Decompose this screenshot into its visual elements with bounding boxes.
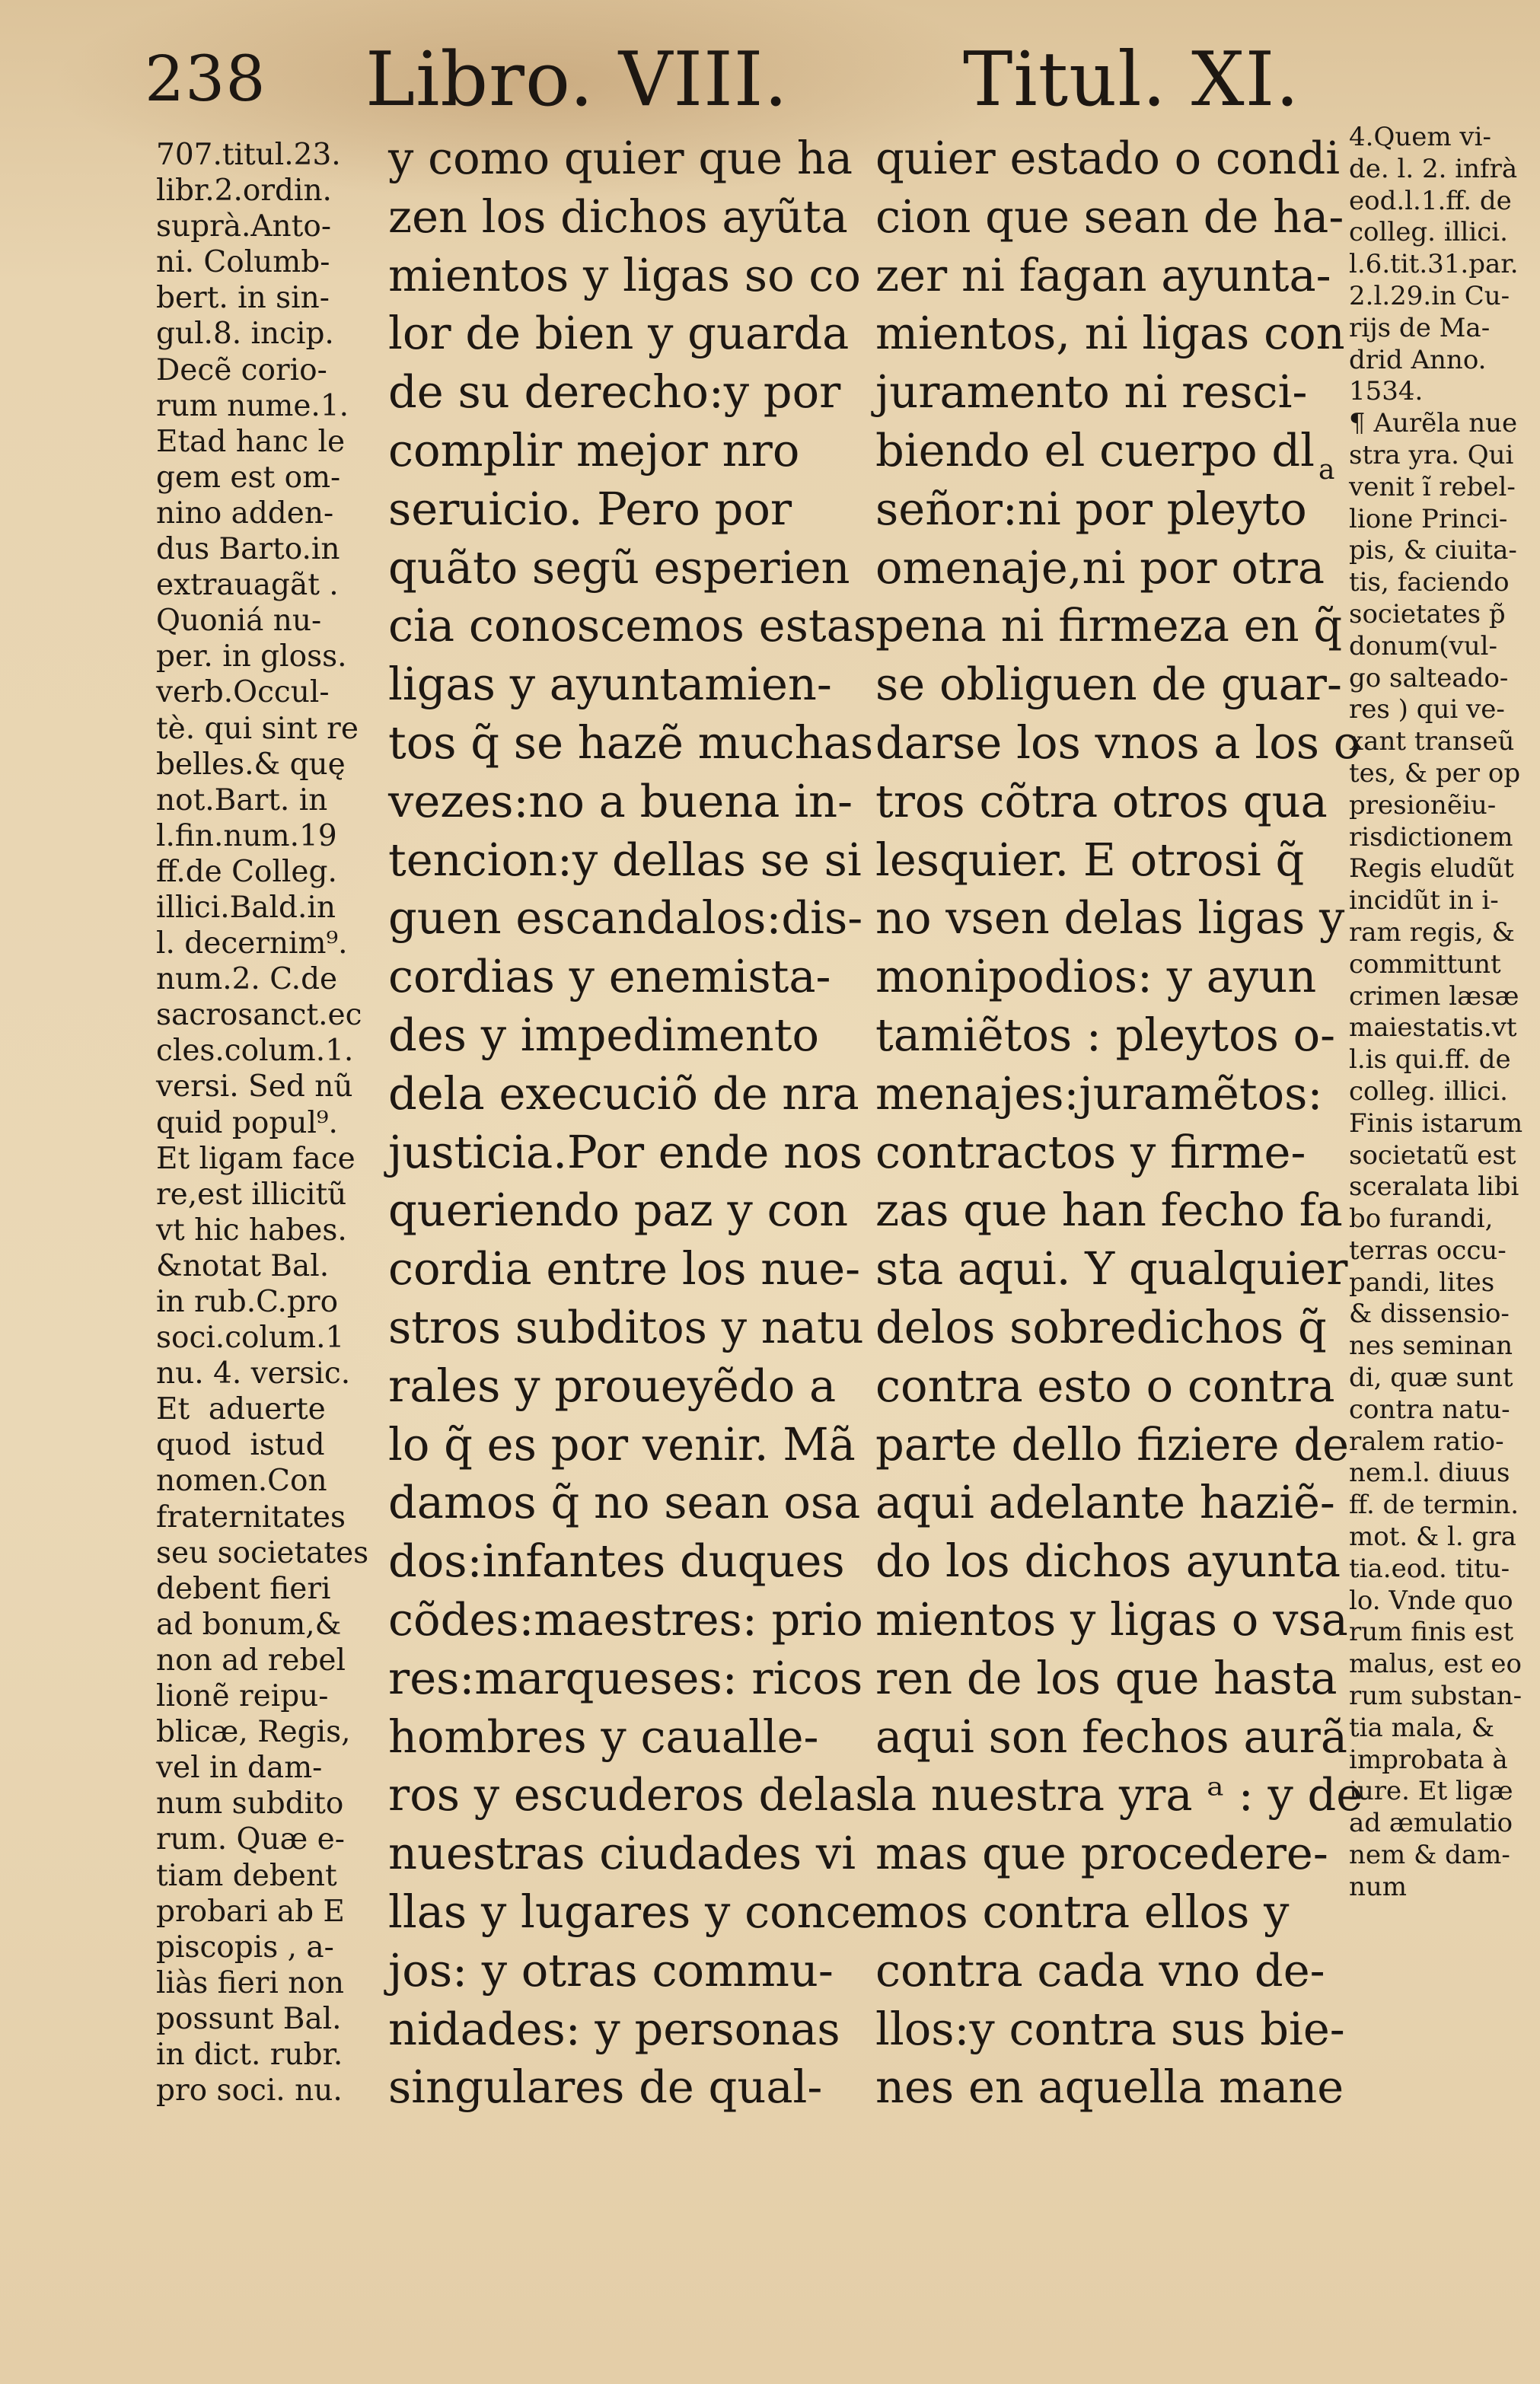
right-margin-line: ¶ Aurẽla nue xyxy=(1349,408,1518,439)
text-line: juramento ni resci- xyxy=(875,365,1308,419)
left-margin-line: versi. Sed nũ xyxy=(156,1069,353,1104)
left-margin-line: Et aduerte xyxy=(156,1392,326,1427)
left-margin-line: Etad hanc le xyxy=(156,424,346,459)
right-margin-line: pis, & ciuita- xyxy=(1349,535,1517,566)
right-margin-line: drid Anno. xyxy=(1349,344,1487,375)
left-margin-line: sacrosanct.ec xyxy=(156,998,362,1033)
left-margin-line: nu. 4. versic. xyxy=(156,1356,351,1391)
left-margin-line: belles.& quę xyxy=(156,747,346,782)
text-line: y como quier que ha xyxy=(388,132,853,184)
text-line: nidades: y personas xyxy=(388,2002,840,2055)
text-line: zas que han fecho fa xyxy=(875,1184,1343,1237)
text-line: mos contra ellos y xyxy=(875,1885,1290,1938)
text-line: aqui son fechos aurã xyxy=(875,1710,1348,1763)
right-margin-line: societates p̃ xyxy=(1349,598,1506,629)
left-margin-line: seu societates xyxy=(156,1535,369,1570)
right-margin-line: lione Princi- xyxy=(1349,503,1508,534)
text-line: sta aqui. Y qualquier xyxy=(875,1242,1348,1296)
text-line: dos:infantes duques xyxy=(388,1535,845,1588)
left-margin-line: libr.2.ordin. xyxy=(156,174,332,209)
left-margin-line: quod istud xyxy=(156,1428,325,1463)
main-text-column-1 xyxy=(388,129,878,2117)
right-margin-line: malus, est eo xyxy=(1349,1649,1522,1680)
left-margin-line: re,est illicitũ xyxy=(156,1177,347,1212)
right-margin-line: xant transeũ xyxy=(1349,726,1515,757)
text-line: damos q̃ no sean osa xyxy=(388,1476,861,1529)
text-line: biendo el cuerpo dl xyxy=(875,423,1315,476)
text-line: tamiẽtos : pleytos o- xyxy=(875,1008,1336,1061)
left-margin-line: ad bonum,& xyxy=(156,1607,342,1642)
right-margin-line: presionẽiu- xyxy=(1349,789,1497,821)
text-line: pena ni firmeza en q̃ xyxy=(875,599,1343,652)
text-line: mas que procedere- xyxy=(875,1827,1328,1880)
left-margin-line: cles.colum.1. xyxy=(156,1034,354,1069)
text-line: zer ni fagan ayunta- xyxy=(875,248,1331,301)
left-margin-notes xyxy=(156,137,369,2108)
text-line: stros subditos y natu xyxy=(388,1300,864,1353)
left-margin-line: quid popul⁹. xyxy=(156,1105,338,1140)
left-margin-line: not.Bart. in xyxy=(156,782,328,818)
right-margin-line: & dissensio- xyxy=(1349,1299,1510,1330)
text-line: de su derecho:y por xyxy=(388,365,841,419)
left-margin-line: bert. in sin- xyxy=(156,281,330,316)
right-margin-line: rijs de Ma- xyxy=(1349,312,1491,343)
text-line: rales y proueyẽdo a xyxy=(388,1359,837,1412)
text-line: llos:y contra sus bie- xyxy=(875,2002,1345,2055)
left-margin-line: l. decernim⁹. xyxy=(156,926,348,961)
text-line: do los dichos ayunta xyxy=(875,1535,1341,1588)
text-line: nuestras ciudades vi xyxy=(388,1827,856,1880)
left-margin-line: debent fieri xyxy=(156,1571,331,1606)
text-line: cõdes:maestres: prio xyxy=(388,1592,863,1646)
text-line: llas y lugares y conce xyxy=(388,1885,878,1938)
text-line: monipodios: y ayun xyxy=(875,950,1317,1003)
right-margin-line: terras occu- xyxy=(1349,1235,1507,1266)
text-line: contra esto o contra xyxy=(875,1359,1335,1412)
right-margin-line: di, quæ sunt xyxy=(1349,1363,1513,1394)
left-margin-line: per. in gloss. xyxy=(156,639,347,674)
left-margin-line: ni. Columb- xyxy=(156,245,330,280)
running-header xyxy=(0,23,1540,137)
right-margin-line: 4.Quem vi- xyxy=(1349,122,1491,152)
right-margin-line: tes, & per op xyxy=(1349,757,1521,789)
text-line: la nuestra yra ᵃ : y de xyxy=(875,1768,1363,1821)
right-margin-line: crimen læsæ xyxy=(1349,980,1519,1012)
left-margin-line: ff.de Colleg. xyxy=(156,854,337,889)
text-line: hombres y caualle- xyxy=(388,1710,819,1763)
left-margin-line: in dict. rubr. xyxy=(156,2037,343,2072)
text-line: menajes:juramẽtos: xyxy=(875,1066,1323,1120)
text-line: cordias y enemista- xyxy=(388,950,831,1003)
text-line: guen escandalos:dis- xyxy=(388,891,863,945)
text-line: ren de los que hasta xyxy=(875,1651,1338,1704)
text-line: cordia entre los nue- xyxy=(388,1242,861,1296)
left-margin-line: vel in dam- xyxy=(156,1751,323,1786)
left-margin-line: Quoniá nu- xyxy=(156,604,322,639)
left-margin-line: rum nume.1. xyxy=(156,388,349,423)
right-margin-line: contra natu- xyxy=(1349,1394,1510,1425)
left-margin-line: non ad rebel xyxy=(156,1643,346,1678)
text-line: aqui adelante haziẽ- xyxy=(875,1476,1335,1529)
left-margin-line: verb.Occul- xyxy=(156,675,330,710)
left-margin-line: liàs fieri non xyxy=(156,1965,344,2000)
left-margin-line: tiam debent xyxy=(156,1858,337,1893)
text-line: cion que sean de ha- xyxy=(875,190,1344,243)
right-margin-line: committunt xyxy=(1349,948,1501,980)
right-margin-line: res ) qui ve- xyxy=(1349,694,1505,725)
text-line: delos sobredichos q̃ xyxy=(875,1300,1327,1353)
text-line: lo q̃ es por venir. Mã xyxy=(388,1417,856,1471)
left-margin-line: extrauagãt . xyxy=(156,568,339,603)
text-line: nes en aquella mane xyxy=(875,2061,1344,2114)
right-margin-line: pandi, lites xyxy=(1349,1267,1495,1298)
left-margin-line: piscopis , a- xyxy=(156,1930,334,1965)
text-line: tros cõtra otros qua xyxy=(875,774,1328,827)
left-margin-line: 707.titul.23. xyxy=(156,138,341,172)
text-line: señor:ni por pleyto xyxy=(875,482,1307,535)
left-margin-line: num subdito xyxy=(156,1786,344,1821)
text-line: vezes:no a buena in- xyxy=(388,774,853,827)
left-margin-line: suprà.Anto- xyxy=(156,209,332,244)
text-line: ros y escuderos delas xyxy=(388,1768,878,1821)
right-margin-line: improbata à xyxy=(1349,1744,1508,1775)
left-margin-line: in rub.C.pro xyxy=(156,1285,339,1319)
text-line: queriendo paz y con xyxy=(388,1184,849,1237)
right-margin-line: tia mala, & xyxy=(1349,1712,1495,1743)
text-line: contractos y firme- xyxy=(875,1125,1306,1178)
right-margin-line: nem.l. diuus xyxy=(1349,1458,1510,1489)
left-margin-line: blicæ, Regis, xyxy=(156,1715,351,1750)
text-line: singulares de qual- xyxy=(388,2061,823,2114)
text-line: complir mejor nro xyxy=(388,423,800,476)
right-margin-line: Regis eludũt xyxy=(1349,853,1514,884)
right-margin-line: ff. de termin. xyxy=(1349,1490,1519,1521)
left-margin-line: possunt Bal. xyxy=(156,2001,342,2036)
left-margin-line: pro soci. nu. xyxy=(156,2073,343,2108)
right-margin-line: de. l. 2. infrà xyxy=(1349,153,1518,184)
right-margin-line: ad æmulatio xyxy=(1349,1808,1513,1839)
text-line: mientos y ligas so co xyxy=(388,248,861,301)
right-margin-notes xyxy=(1349,122,1523,1904)
text-line: parte dello fiziere de xyxy=(875,1417,1350,1471)
right-margin-line: go salteado- xyxy=(1349,662,1509,693)
right-margin-line: 1534. xyxy=(1349,376,1424,407)
left-margin-line: gem est om- xyxy=(156,460,341,495)
text-line: darse los vnos a los o xyxy=(875,716,1361,769)
right-margin-line: ram regis, & xyxy=(1349,916,1515,948)
right-margin-line: sceralata libi xyxy=(1349,1171,1519,1203)
right-margin-line: nes seminan xyxy=(1349,1331,1513,1362)
right-margin-line: colleg. illici. xyxy=(1349,1076,1508,1107)
left-margin-line: &notat Bal. xyxy=(156,1248,330,1283)
right-margin-line: stra yra. Qui xyxy=(1349,439,1514,470)
text-line: tencion:y dellas se si xyxy=(388,833,862,886)
left-margin-line: Et ligam face xyxy=(156,1141,356,1176)
right-margin-line: eod.l.1.ff. de xyxy=(1349,185,1512,216)
right-margin-line: tia.eod. titu- xyxy=(1349,1553,1510,1584)
right-margin-line: l.6.tit.31.par. xyxy=(1349,249,1519,280)
text-line: seruicio. Pero por xyxy=(388,482,792,535)
right-margin-line: ralem ratio- xyxy=(1349,1426,1504,1457)
right-margin-line: iure. Et ligæ xyxy=(1349,1776,1513,1807)
left-margin-line: vt hic habes. xyxy=(156,1213,347,1248)
right-margin-line: Finis istarum xyxy=(1349,1108,1523,1139)
main-text-column-2 xyxy=(875,129,1363,2117)
page-number: 238 xyxy=(145,43,266,116)
text-line: tos q̃ se hazẽ muchas xyxy=(388,716,874,769)
text-line: no vsen delas ligas y xyxy=(875,891,1345,945)
left-margin-line: Decẽ corio- xyxy=(156,352,327,387)
title-heading: Titul. XI. xyxy=(963,37,1300,123)
text-line: res:marqueses: ricos xyxy=(388,1651,863,1704)
left-margin-line: rum. Quæ e- xyxy=(156,1822,345,1857)
text-line: quier estado o condi xyxy=(875,132,1341,184)
right-margin-line: l.is qui.ff. de xyxy=(1349,1044,1511,1076)
text-line: mientos, ni ligas con xyxy=(875,307,1345,360)
text-line: des y impedimento xyxy=(388,1008,820,1061)
text-line: ligas y ayuntamien- xyxy=(388,658,832,711)
text-line: mientos y ligas o vsa xyxy=(875,1592,1348,1646)
footnote-marker: a xyxy=(1318,454,1335,486)
right-margin-line: societatũ est xyxy=(1349,1139,1516,1171)
right-margin-line: num xyxy=(1349,1871,1408,1902)
right-margin-line: donum(vul- xyxy=(1349,630,1498,661)
left-margin-line: dus Barto.in xyxy=(156,532,340,567)
right-margin-line: bo furandi, xyxy=(1349,1203,1494,1235)
text-line: se obliguen de guar- xyxy=(875,658,1342,711)
text-line: omenaje,ni por otra xyxy=(875,540,1325,594)
right-margin-line: incidũt in i- xyxy=(1349,885,1499,916)
text-line: lor de bien y guarda xyxy=(388,307,850,360)
left-margin-line: illici.Bald.in xyxy=(156,890,336,925)
text-line: lesquier. E otrosi q̃ xyxy=(875,833,1305,886)
left-margin-line: nomen.Con xyxy=(156,1464,327,1499)
right-margin-line: maiestatis.vt xyxy=(1349,1012,1517,1044)
left-margin-line: l.fin.num.19 xyxy=(156,818,337,853)
text-line: quãto segũ esperien xyxy=(388,540,850,594)
right-margin-line: risdictionem xyxy=(1349,821,1513,853)
right-margin-line: rum finis est xyxy=(1349,1617,1514,1648)
left-margin-line: fraternitates xyxy=(156,1500,346,1535)
text-line: jos: y otras commu- xyxy=(388,1943,834,1997)
text-line: dela execuciõ de nra xyxy=(388,1066,859,1120)
right-margin-line: rum substan- xyxy=(1349,1681,1522,1712)
left-margin-line: num.2. C.de xyxy=(156,962,338,997)
book-heading: Libro. VIII. xyxy=(365,37,789,123)
right-margin-line: venit ĩ rebel- xyxy=(1349,471,1516,502)
text-line: zen los dichos ayũta xyxy=(388,190,848,243)
right-margin-line: 2.l.29.in Cu- xyxy=(1349,280,1510,311)
right-margin-line: colleg. illici. xyxy=(1349,217,1508,248)
left-margin-line: probari ab E xyxy=(156,1894,345,1929)
left-margin-line: lionẽ reipu- xyxy=(156,1679,329,1714)
text-line: contra cada vno de- xyxy=(875,1943,1325,1997)
text-line: justicia.Por ende nos xyxy=(388,1125,862,1178)
left-margin-line: nino adden- xyxy=(156,496,334,531)
left-margin-line: soci.colum.1 xyxy=(156,1321,345,1356)
right-margin-line: lo. Vnde quo xyxy=(1349,1585,1513,1616)
right-margin-line: mot. & l. gra xyxy=(1349,1522,1516,1553)
right-margin-line: tis, faciendo xyxy=(1349,567,1510,598)
right-margin-line: nem & dam- xyxy=(1349,1840,1510,1871)
left-margin-line: tè. qui sint re xyxy=(156,711,359,746)
text-line: cia conoscemos estas xyxy=(388,599,877,652)
left-margin-line: gul.8. incip. xyxy=(156,317,334,352)
